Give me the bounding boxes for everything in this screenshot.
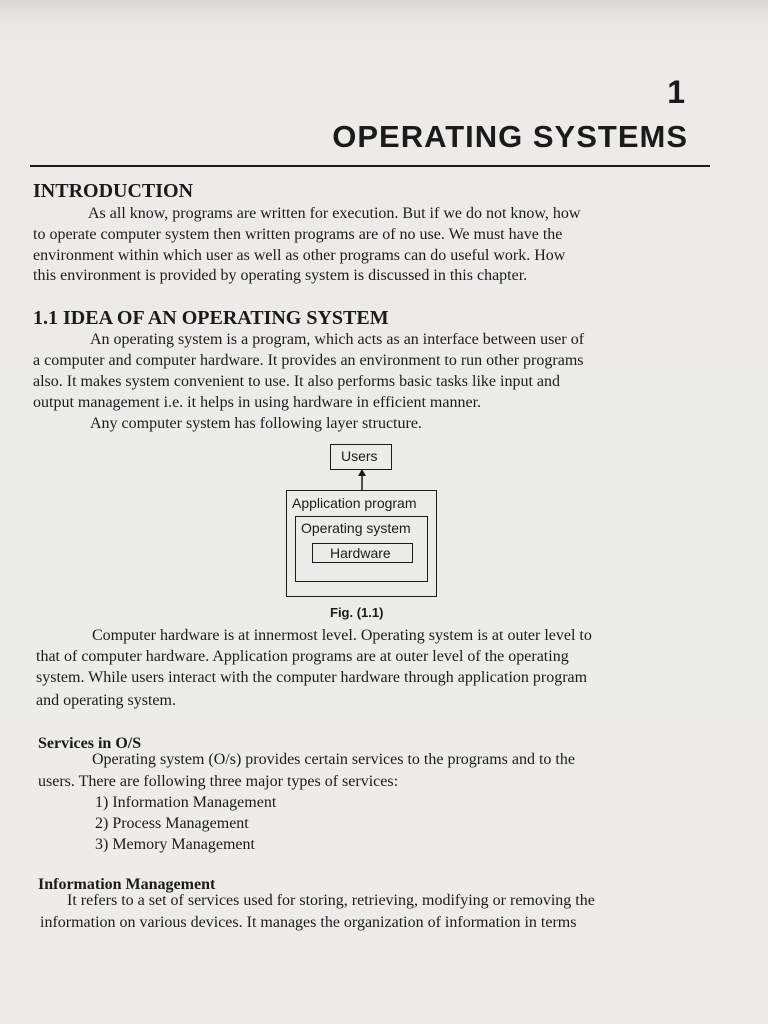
operating-system-label: Operating system: [301, 520, 411, 536]
figure-caption: Fig. (1.1): [330, 605, 384, 620]
operating-system-box: [295, 516, 428, 582]
application-program-label: Application program: [292, 495, 417, 511]
services-line-1: Operating system (O/s) provides certain services to the programs and to the: [92, 751, 575, 768]
section-line-1: An operating system is a program, which acts as an interface between user of: [90, 331, 585, 348]
after-figure-line-3: system. While users interact with the computer hardware through application program: [36, 669, 588, 686]
services-heading: Services in O/S: [38, 735, 142, 752]
information-management-heading: Information Management: [38, 876, 216, 893]
info-line-2: information on various devices. It manages the organization of information in terms: [40, 914, 577, 931]
users-label: Users: [341, 448, 378, 464]
section-line-4: output management i.e. it helps in using hardware in efficient manner.: [33, 394, 482, 411]
hardware-box: [312, 543, 413, 563]
application-program-box: [286, 490, 437, 597]
info-line-1: It refers to a set of services used for storing, retrieving, modifying or removing the: [67, 892, 595, 909]
up-arrow-icon: [352, 469, 372, 491]
intro-line-1: As all know, programs are written for execution. But if we do not know, how: [88, 205, 581, 222]
chapter-title: OPERATING SYSTEMS: [332, 119, 688, 154]
hardware-label: Hardware: [330, 545, 391, 561]
layer-intro: Any computer system has following layer structure.: [90, 415, 422, 432]
section-1-1-heading: 1.1 IDEA OF AN OPERATING SYSTEM: [33, 307, 389, 329]
services-line-2: users. There are following three major types of services:: [38, 773, 399, 790]
introduction-heading: INTRODUCTION: [33, 180, 194, 202]
after-figure-line-2: that of computer hardware. Application programs are at outer level of the operating: [36, 648, 569, 665]
intro-line-4: this environment is provided by operating system is discussed in this chapter.: [33, 267, 528, 284]
list-item: 3) Memory Management: [95, 836, 255, 853]
intro-line-3: environment within which user as well as other programs can do useful work. How: [33, 247, 566, 264]
intro-line-2: to operate computer system then written programs are of no use. We must have the: [33, 226, 563, 243]
section-line-3: also. It makes system convenient to use. It also performs basic tasks like input and: [33, 373, 560, 390]
after-figure-line-4: and operating system.: [36, 692, 176, 709]
list-item: 1) Information Management: [95, 794, 277, 811]
list-item: 2) Process Management: [95, 815, 249, 832]
services-list: [95, 792, 276, 855]
users-box: [330, 444, 392, 470]
title-rule: [30, 165, 710, 167]
chapter-number: 1: [667, 74, 686, 110]
after-figure-line-1: Computer hardware is at innermost level. Operating system is at outer level to: [92, 627, 592, 644]
section-line-2: a computer and computer hardware. It provides an environment to run other programs: [33, 352, 584, 369]
